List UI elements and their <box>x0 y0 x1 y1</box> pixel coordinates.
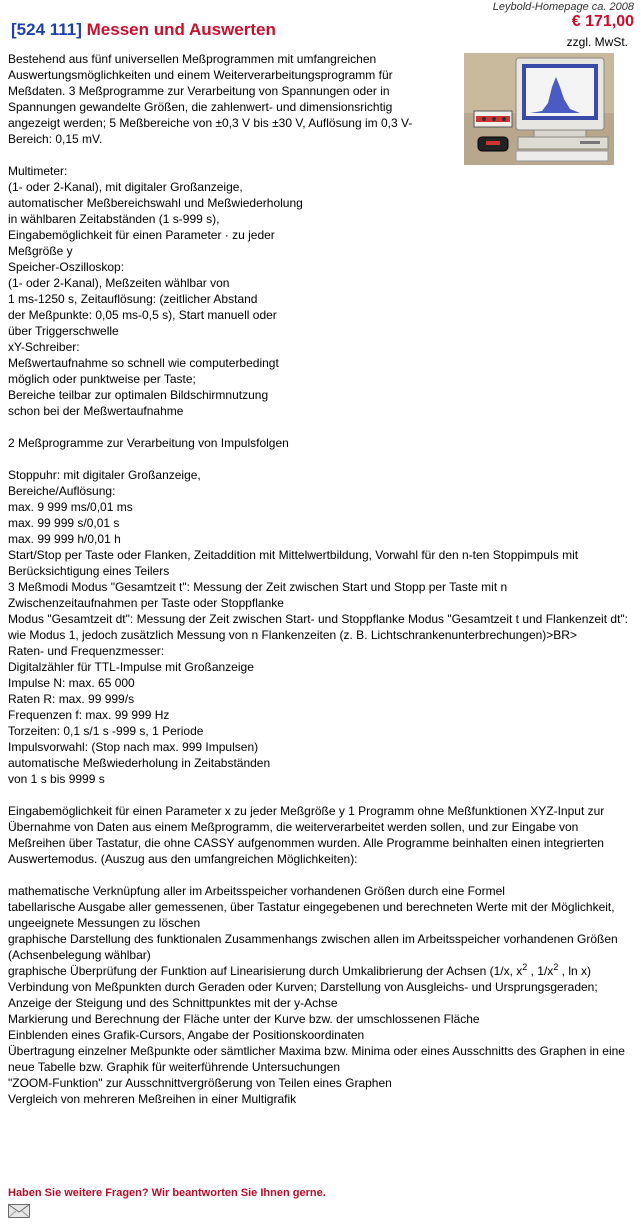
vat-note: zzgl. MwSt. <box>566 35 628 49</box>
evaluation-features: mathematische Verknüpfung aller im Arbeitsspeicher vorhandenen Größen durch eine Formel tabellarische Ausgabe aller gemessenen, über Tastatur eingegebenen und berechneten Werte mit der Möglichkeit, ungeeignete Messungen zu löschen graphische Darstellung des funktionalen Zusammenhangs zwischen allen im Arbeitsspeicher vorhandenen Größen (Achsenbelegung wählbar) <box>8 884 618 962</box>
parameter-input-paragraph: Eingabemöglichkeit für einen Parameter x zu jeder Meßgröße y 1 Programm ohne Meßfunktionen XYZ-Input zur Übernahme von Daten aus einem Meßprogramm, die weiterverarbeitet werden sollen, und zur Eingabe von Meßreihen über Tastatur, die ohne CASSY aufgenommen wurden. Alle Programme beinhalten einen integrierten Auswertemodus. (Auszug aus den umfangreichen Möglichkeiten): <box>8 804 605 866</box>
evaluation-features-more: Verbindung von Meßpunkten durch Geraden oder Kurven; Darstellung von Ausgleichs- und Ursprungsgeraden; Anzeige der Steigung und des Schnittpunktes mit der y-Achse Markierung und Berechnung der Fläche unter der Kurve bzw. der umschlossenen Fläche Einblenden eines Grafik-Cursors, Angabe der Positionskoordinaten Übertragung einzelner Meßpunkte oder sämtlicher Maxima bzw. Minima oder eines Ausschnitts des Graphen in eine neue Tabelle bzw. Graphik für weiterführende Untersuchungen "ZOOM-Funktion" zur Ausschnittvergrößerung von Teilen eines Graphen Vergleich von mehreren Meßreihen in einer Multigrafik <box>8 980 625 1106</box>
axis-linearisation: graphische Überprüfung der Funktion auf Linearisierung durch Umkalibrierung der Achsen (1/x, $x^2$ , $1/x^2$ , ln x) <box>8 962 591 978</box>
contact-question: Haben Sie weitere Fragen? Wir beantworten Sie Ihnen gerne. <box>8 1187 326 1199</box>
pulse-programs-heading: 2 Meßprogramme zur Verarbeitung von Impulsfolgen <box>8 436 289 450</box>
page-title <box>11 20 276 40</box>
price: € 171,00 <box>571 13 634 30</box>
article-code: [524 111] <box>11 20 82 39</box>
description <box>8 51 636 1107</box>
stopwatch-and-counter: Stoppuhr: mit digitaler Großanzeige, Bereiche/Auflösung: max. 9 999 ms/0,01 ms max. 99 999 s/0,01 s max. 99 999 h/0,01 h Start/Stop per Taste oder Flanken, Zeitaddition mit Mittelwertbildung, Vorwahl für den n-ten Stoppimpuls mit Berücksichtigung eines Teilers 3 Meßmodi Modus "Gesamtzeit t": Messung der Zeit zwischen Start und Stopp per Taste mit n Zwischenzeitaufnahmen per Taste oder Stoppflanke Modus "Gesamtzeit dt": Messung der Zeit zwischen Start- und Stoppflanke Modus "Gesamtzeit t und Flankenzeit dt": wie Modus 1, jedoch zusätzlich Messung von n Flankenzeiten (z. B. Lichtschrankenunterbrechungen)>BR> Raten- und Frequenzmesser: Digitalzähler für TTL-Impulse mit Großanzeige Impulse N: max. 65 000 Raten R: max. 99 999/s Frequenzen f: max. 99 999 Hz Torzeiten: 0,1 s/1 s -999 s, 1 Periode Impulsvorwahl: (Stop nach max. 999 Impulsen) automatische Meßwiederholung in Zeitabständen von 1 s bis 9999 s <box>8 468 628 786</box>
title-text: Messen und Auswerten <box>86 20 276 39</box>
source-note: Leybold-Homepage ca. 2008 <box>492 1 634 13</box>
intro-paragraph: Bestehend aus fünf universellen Meßprogrammen mit umfangreichen Auswertungsmöglichkeiten und einem Weiterverarbeitungsprogramm für Meßdaten. 3 Meßprogramme zur Verarbeitung von Spannungen oder in Spannungen gewandelte Größen, die zahlenwert- und dimensionsrichtig angezeigt werden; 5 Meßbereiche von ±0,3 V bis ±30 V, Auflösung im 0,3 V-Bereich: 0,15 mV. <box>8 52 413 146</box>
mail-icon[interactable] <box>8 1204 30 1218</box>
measurement-programs-voltage: Multimeter: (1- oder 2-Kanal), mit digitaler Großanzeige, automatischer Meßbereichswahl und Meßwiederholung in wählbaren Zeitabständen (1 s-999 s), Eingabemöglichkeit für einen Parameter · zu jeder Meßgröße y Speicher-Oszilloskop: (1- oder 2-Kanal), Meßzeiten wählbar von 1 ms-1250 s, Zeitauflösung: (zeitlicher Abstand der Meßpunkte: 0,05 ms-0,5 s), Start manuell oder über Triggerschwelle xY-Schreiber: Meßwertaufnahme so schnell wie computerbedingt möglich oder punktweise per Taste; Bereiche teilbar zur optimalen Bildschirmnutzung schon bei der Meßwertaufnahme <box>8 164 303 418</box>
